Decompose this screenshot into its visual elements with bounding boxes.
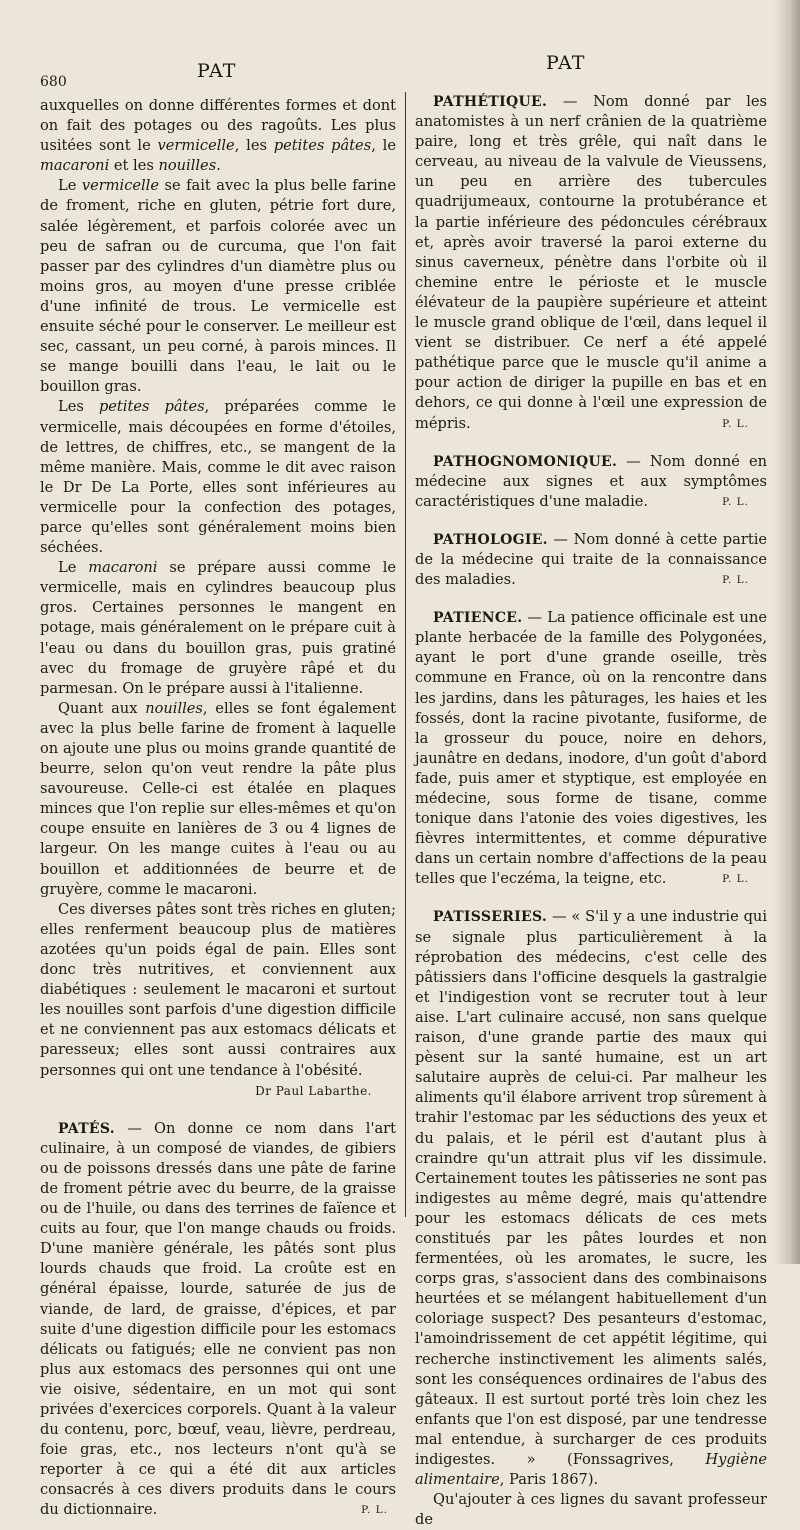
entry-term: PATIENCE. [433, 610, 523, 627]
continued-paragraph: auxquelles on donne différentes formes et dont on fait des potages ou des ragoûts. Les plus usitées sont le vermicelle, les petites pâtes, le macaroni et les nouilles. [40, 97, 396, 175]
macaroni-paragraph: Le macaroni se prépare aussi comme le vermicelle, mais en cylindres beaucoup plus gros. Certaines personnes le mangent en potage, mais généralement on le prépare cuit à l'eau ou dans du bouillon gras, puis gratiné avec du fromage de gruyère râpé et du parmesan. On le prépare aussi à l'italienne. [40, 559, 397, 697]
entry-pathologie: PATHOLOGIE. — Nom donné à cette partie de la médecine qui traite de la connaissance des maladies. P. L. [415, 530, 767, 590]
entry-signature: P. L. [722, 495, 749, 508]
entry-term: PATHÉTIQUE. [433, 94, 548, 110]
entry-signature: P. L. [722, 417, 749, 430]
entry-term: PATÉS. [58, 1120, 115, 1137]
entry-term: PATHOLOGIE. [433, 531, 548, 548]
page-spine-shadow [774, 0, 800, 1264]
running-head-right: PAT [546, 52, 586, 74]
gluten-paragraph: Ces diverses pâtes sont très riches en gluten; elles renferment beaucoup plus de matières azotées qu'un poids égal de pain. Elles sont donc très nutritives, et conviennent aux diabétiques : seulement le macaroni et surtout les nouilles sont parfois d'une digestion difficile et ne conviennent pas aux estomacs délicats et paresseux; elles sont aussi contraires aux personnes qui ont une tendance à l'obésité. [40, 900, 396, 1079]
entry-pathognomonique: PATHOGNOMONIQUE. — Nom donné en médecine aux signes et aux symptômes caractéristiques d'une maladie. P. L. [415, 452, 767, 512]
petites-pates-paragraph: Les petites pâtes, préparées comme le vermicelle, mais découpées en forme d'étoiles, de lettres, de chiffres, etc., se mangent de la même manière. Mais, comme le dit avec raison le Dr De La Porte, elles sont inférieures au vermicelle pour la confection des potages, parce qu'elles sont généralement moins bien séchées. [40, 398, 396, 557]
page-number: 680 [40, 74, 67, 90]
column-divider [405, 92, 406, 1217]
entry-term: PATISSERIES. [433, 909, 548, 926]
closing-paragraph: Qu'ajouter à ces lignes du savant professeur de [415, 1491, 767, 1529]
nouilles-paragraph: Quant aux nouilles, elles se font également avec la plus belle farine de froment à laquelle on ajoute une plus ou moins grande quantité de beurre, selon qu'on veut rendre la pâte plus savoureuse. Celle-ci est étalée en plaques minces que l'on replie sur elles-mêmes et qu'on coupe ensuite en lanières de 3 ou 4 lignes de largeur. On les mange cuites à l'eau ou au bouillon et additionnées de beurre et de gruyère, comme le macaroni. [40, 699, 396, 898]
author-signature: Dr Paul Labarthe. [255, 1083, 372, 1098]
entry-pathetique: PATHÉTIQUE. — Nom donné par les anatomistes à un nerf crânien de la quatrième paire, long et très grêle, qui naît dans le cerveau, au niveau de la valvule de Vieussens, un peu en arrière des tubercules quadrijumeaux, contourne la protubérance et la partie inférieure des pédoncules cérébraux et, après avoir traversé la paroi externe du sinus caverneux, pénètre dans l'orbite où il chemine entre le périoste et le muscle élévateur de la paupière supérieure et atteint le muscle grand oblique de l'œil, dans lequel il vient se distribuer. Ce nerf a été appelé pathétique parce que le muscle qu'il anime a pour action de diriger la pupille en bas et en dehors, ce qui donne à l'œil une expression de mépris. P. L. [415, 92, 767, 434]
entry-term: PATHOGNOMONIQUE. [433, 453, 618, 470]
entry-patience: PATIENCE. — La patience officinale est une plante herbacée de la famille des Polygonées, ayant le port d'une grande oseille, très commune en France, où on la rencontre dans les jardins, dans les pâturages, les haies et les fossés, dont la racine pivotante, fusiforme, de la grosseur du pouce, noire en dehors, jaunâtre en dedans, inodore, d'un goût d'abord fade, puis amer et styptique, est employée en médecine, sous forme de tisane, comme tonique dans l'atonie des voies digestives, les fièvres intermittentes, et comme dépurative dans un certain nombre d'affections de la peau telles que l'eczéma, la teigne, etc. P. L. [415, 608, 767, 889]
entry-patisseries: PATISSERIES. — « S'il y a une industrie qui se signale plus particulièrement à la réprobation des médecins, c'est celle des pâtissiers dans l'officine desquels la gastralgie et l'indigestion vont se recruter tout à leur aise. L'art culinaire accusé, non sans quelque raison, d'une grande partie des maux qui pèsent sur la santé humaine, est un art salutaire auprès de celui-ci. Par malheur les aliments qu'il élabore arrivent trop sûrement à trahir l'estomac par les séductions des yeux et du palais, et le péril est d'autant plus à craindre qu'un attrait plus vif les dissimule. Certainement toutes les pâtisseries ne sont pas indigestes au même degré, mais qu'attendre pour les estomacs délicats de ces mets constitués par les pâtes lourdes et non fermentées, où les aromates, le sucre, les corps gras, s'associent dans des combinaisons heurtées et se mélangent habituellement d'un coloriage suspect? Des pesanteurs d'estomac, l'amoindrissement de cet appétit légitime, qui recherche instinctivement les aliments salés, sont les conséquences ordinaires de l'abus des gâteaux. Il est surtout porté très loin chez les enfants que l'on est disposé, par une tendresse mal entendue, à surcharger de ces produits indigestes. » (Fonssagrives, Hygiène alimentaire, Paris 1867). Qu'ajouter à ces lignes du savant professeur de [415, 907, 767, 1530]
running-head-left: PAT [197, 60, 237, 82]
right-column [415, 92, 767, 1530]
entry-signature: P. L. [361, 1504, 388, 1517]
entry-pates: PATÉS. — On donne ce nom dans l'art culinaire, à un composé de viandes, de gibiers ou de poissons dressés dans une pâte de farine de froment pétrie avec du beurre, de la graisse ou de l'huile, ou dans des terrines de faïence et cuits au four, que l'on mange chauds ou froids. D'une manière générale, les pâtés sont plus lourds chauds que froid. La croûte est en général épaisse, lourde, saturée de jus de viande, de lard, de graisse, d'épices, et par suite d'une digestion difficile pour les estomacs délicats ou fatigués; elle ne convient pas non plus aux estomacs des personnes qui ont une vie oisive, sédentaire, en un mot qui sont privées d'exercices corporels. Quant à la valeur du contenu, porc, bœuf, veau, lièvre, perdreau, foie gras, etc., nos lecteurs n'ont qu'à se reporter à ce qui a été dit aux articles consacrés à ces divers produits dans le cours du dictionnaire. P. L. [40, 1119, 396, 1521]
vermicelle-paragraph: Le vermicelle se fait avec la plus belle farine de froment, riche en gluten, pétrie fort dure, salée légèrement, et parfois colorée avec un peu de safran ou de curcuma, que l'on fait passer par des cylindres d'un diamètre plus ou moins gros, au moyen d'une presse criblée d'une infinité de trous. Le vermicelle est ensuite séché pour le conserver. Le meilleur est sec, cassant, un peu corné, à parois minces. Il se mange bouilli dans l'eau, le lait ou le bouillon gras. [40, 177, 396, 396]
entry-signature: P. L. [722, 873, 749, 886]
entry-signature: P. L. [722, 574, 749, 587]
left-column [40, 96, 396, 1521]
